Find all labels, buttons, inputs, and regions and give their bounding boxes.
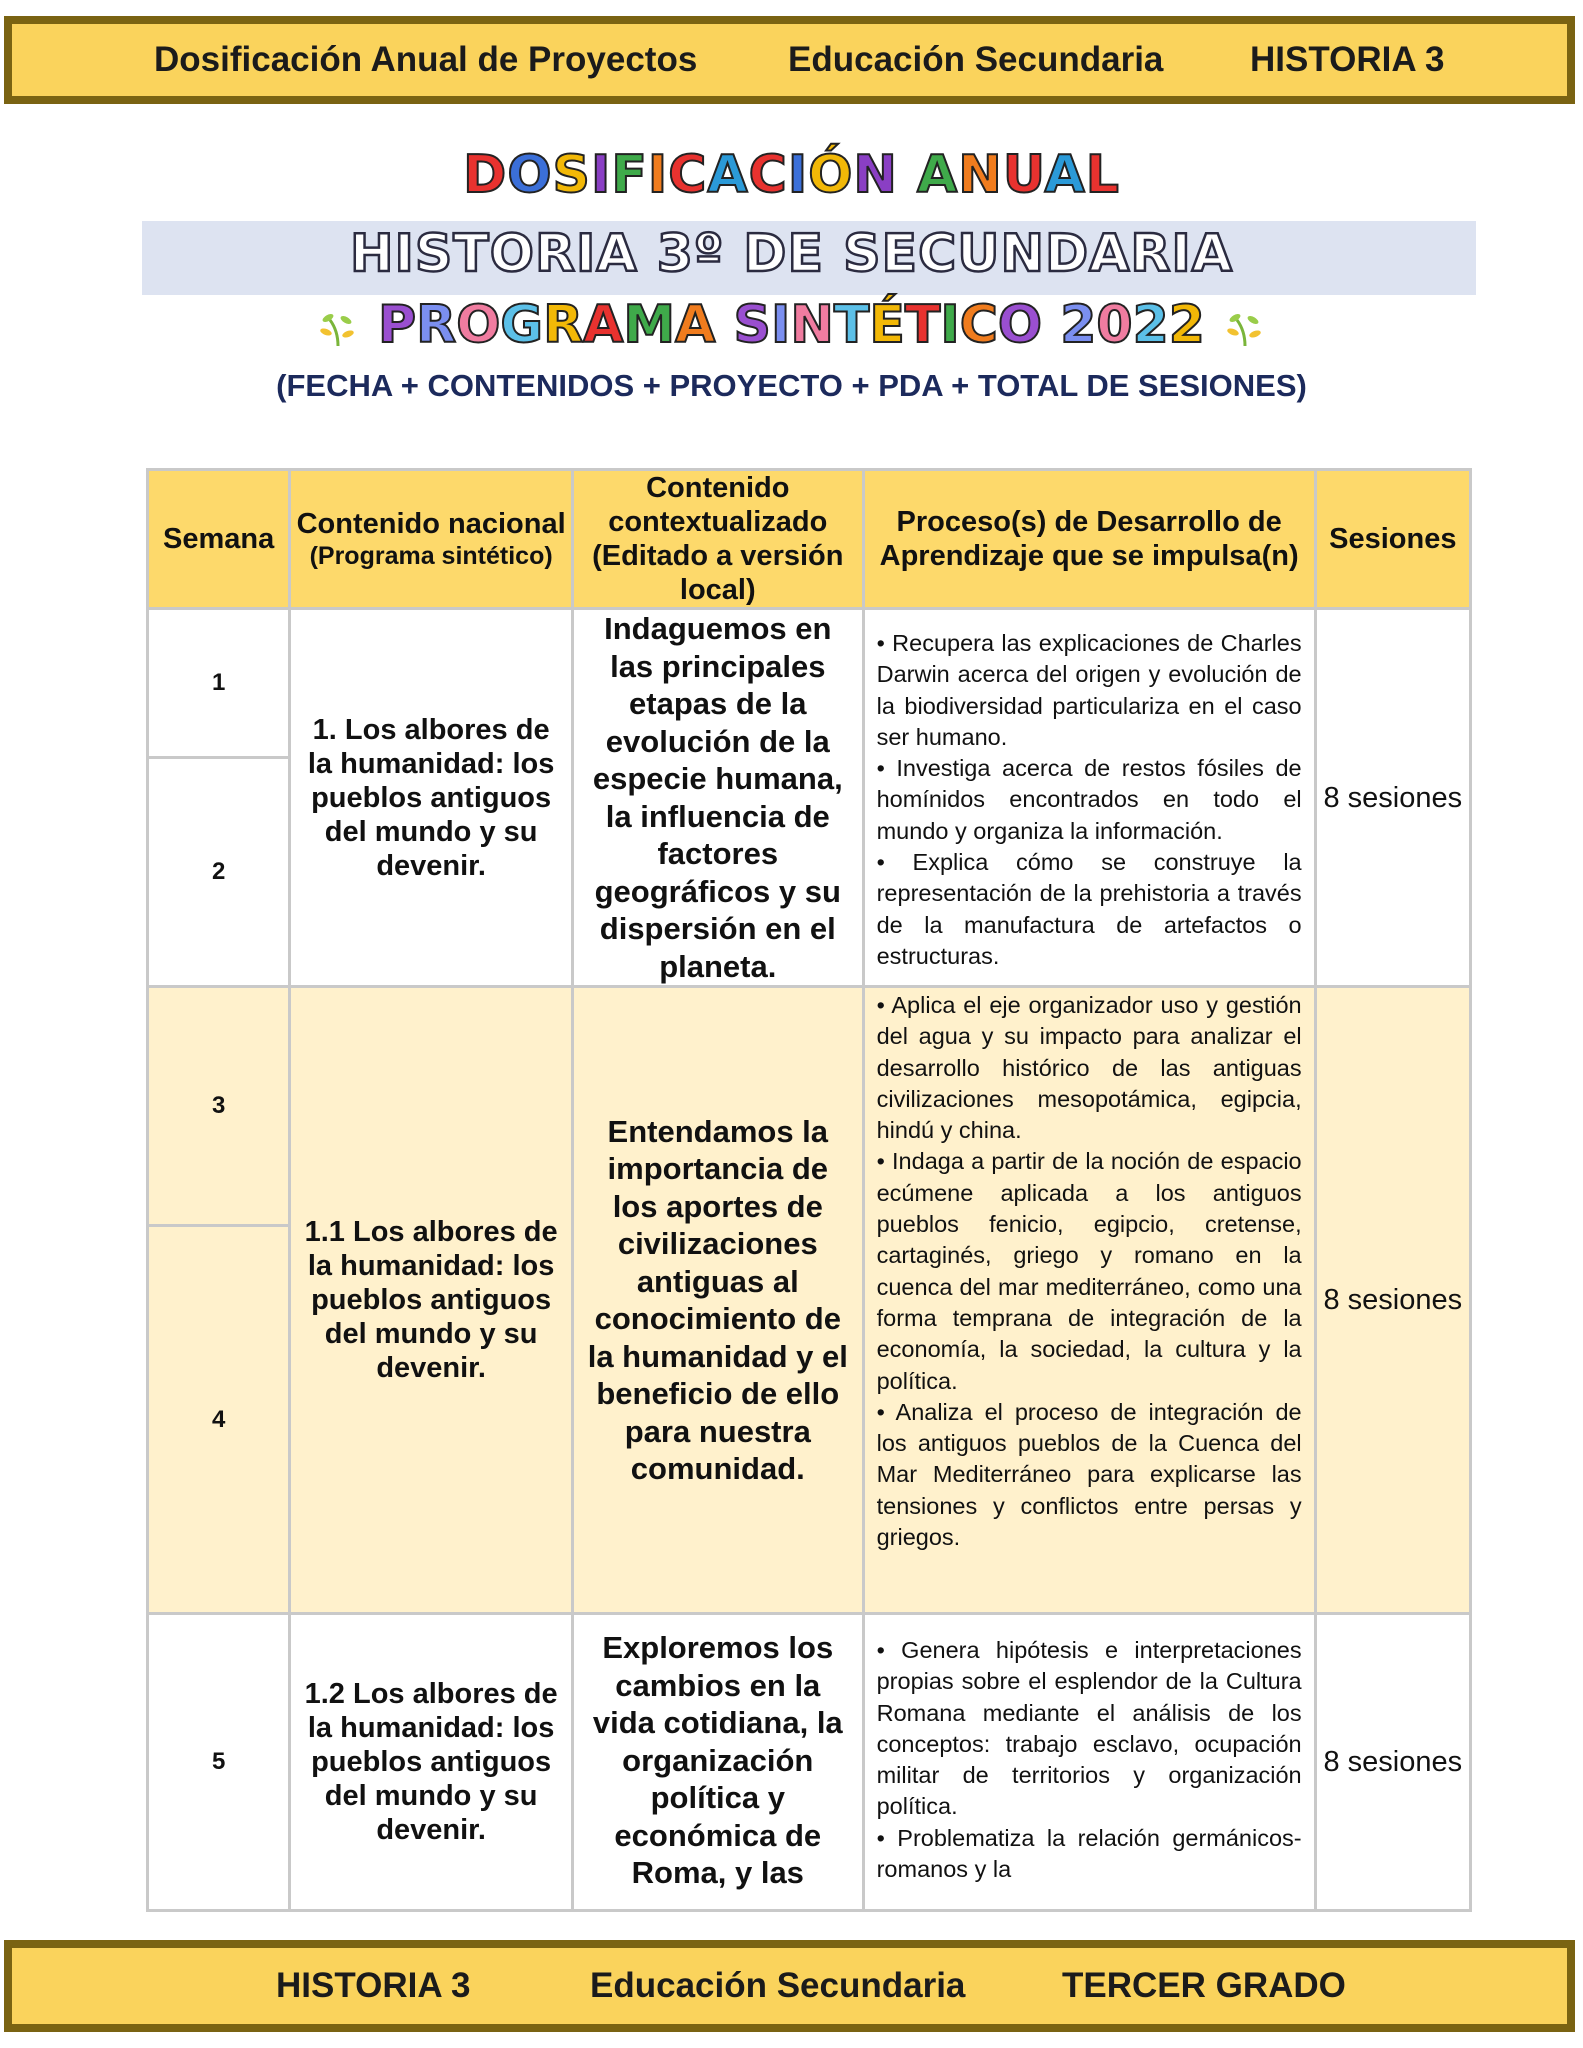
contenido-contextualizado-cell: Entendamos la importancia de los aportes de civilizaciones antiguas al conocimiento de la humanidad y el beneficio de ello para nuestra comunidad.: [574, 988, 862, 1612]
header-left-text: Dosificación Anual de Proyectos: [154, 40, 698, 79]
pda-item: • Investiga acerca de restos fósiles de homínidos encontrados en todo el mundo y organiza la información.: [876, 755, 1302, 844]
week-cell: 1: [149, 610, 288, 756]
sprig-icon: [1223, 306, 1267, 350]
pda-cell: [865, 988, 1314, 1612]
title-programa: [0, 295, 1583, 355]
sprig-icon: [316, 306, 360, 350]
table-row: [149, 988, 1469, 1224]
header-contenido-contextualizado: Contenido contextualizado (Editado a versión local): [574, 471, 862, 607]
header-contenido-nacional-note: (Programa sintético): [309, 542, 553, 570]
table-row: [149, 610, 1469, 756]
footer-left-text: HISTORIA 3: [276, 1966, 471, 2005]
footer-right-text: TERCER GRADO: [1062, 1966, 1346, 2005]
contenido-nacional-cell: 1.2 Los albores de la humanidad: los pueblos antiguos del mundo y su devenir.: [291, 1615, 571, 1909]
header-contenido-nacional: [291, 471, 571, 607]
pda-item: • Indaga a partir de la noción de espacio ecúmene aplicada a los antiguos pueblos fenicio, egipcio, cretense, cartaginés, griego y romano en la cuenca del mar mediterráneo, como una forma temprana de integración de la economía, la sociedad, la cultura y la política.: [876, 1148, 1302, 1394]
week-cell: 2: [149, 759, 288, 985]
pda-cell: [865, 1615, 1314, 1909]
top-banner: [4, 16, 1575, 104]
contenido-contextualizado-cell: Exploremos los cambios en la vida cotidiana, la organización política y económica de Roma, y las: [574, 1615, 862, 1909]
bottom-banner: [4, 1940, 1575, 2032]
contenido-nacional-cell: 1.1 Los albores de la humanidad: los pueblos antiguos del mundo y su devenir.: [291, 988, 571, 1612]
dosificacion-table: [146, 468, 1472, 1912]
table-header-row: [149, 471, 1469, 607]
pda-item: • Genera hipótesis e interpretaciones propias sobre el esplendor de la Cultura Romana mediante el análisis de los conceptos: trabajo esclavo, ocupación militar de territorios y organización política.: [876, 1637, 1302, 1820]
table-row: [149, 1615, 1469, 1909]
title-line3: PROGRAMA SINTÉTICO 2022: [378, 295, 1205, 355]
week-cell: 5: [149, 1615, 288, 1909]
sesiones-cell: 8 sesiones: [1317, 610, 1469, 985]
header-pda: Proceso(s) de Desarrollo de Aprendizaje que se impulsa(n): [865, 471, 1314, 607]
sesiones-cell: 8 sesiones: [1317, 1615, 1469, 1909]
pda-cell: [865, 610, 1314, 985]
title-historia: HISTORIA 3º DE SECUNDARIA: [349, 224, 1234, 284]
pda-item: • Problematiza la relación germánicos-romanos y la: [876, 1824, 1302, 1883]
header-right-text: HISTORIA 3: [1250, 40, 1445, 79]
pda-item: • Aplica el eje organizador uso y gestión del agua y su impacto para analizar el desarrollo histórico de las antiguas civilizaciones mesopotámica, egipcia, hindú y china.: [876, 992, 1302, 1144]
header-semana: Semana: [149, 471, 288, 607]
week-cell: 4: [149, 1227, 288, 1612]
sesiones-cell: 8 sesiones: [1317, 988, 1469, 1612]
pda-item: • Explica cómo se construye la representación de la prehistoria a través de la manufactura de artefactos o estructuras.: [876, 849, 1302, 969]
title-line1: DOSIFICACIÓN ANUAL: [463, 145, 1120, 205]
contenido-contextualizado-cell: Indaguemos en las principales etapas de la evolución de la especie humana, la influencia de factores geográficos y su dispersión en el planeta.: [574, 610, 862, 985]
header-center-text: Educación Secundaria: [788, 40, 1164, 79]
week-cell: 3: [149, 988, 288, 1224]
page-subtitle: (FECHA + CONTENIDOS + PROYECTO + PDA + TOTAL DE SESIONES): [276, 368, 1307, 403]
header-contenido-nacional-label: Contenido nacional: [296, 508, 566, 540]
pda-item: • Recupera las explicaciones de Charles Darwin acerca del origen y evolución de la biodiversidad particulariza en el caso ser humano.: [876, 630, 1302, 750]
title-dosificacion-anual: [0, 145, 1583, 205]
header-sesiones: Sesiones: [1317, 471, 1469, 607]
footer-center-text: Educación Secundaria: [590, 1966, 966, 2005]
contenido-nacional-cell: 1. Los albores de la humanidad: los pueblos antiguos del mundo y su devenir.: [291, 610, 571, 985]
pda-item: • Analiza el proceso de integración de los antiguos pueblos de la Cuenca del Mar Mediterráneo para explicarse las tensiones y conflictos entre persas y griegos.: [876, 1398, 1302, 1551]
